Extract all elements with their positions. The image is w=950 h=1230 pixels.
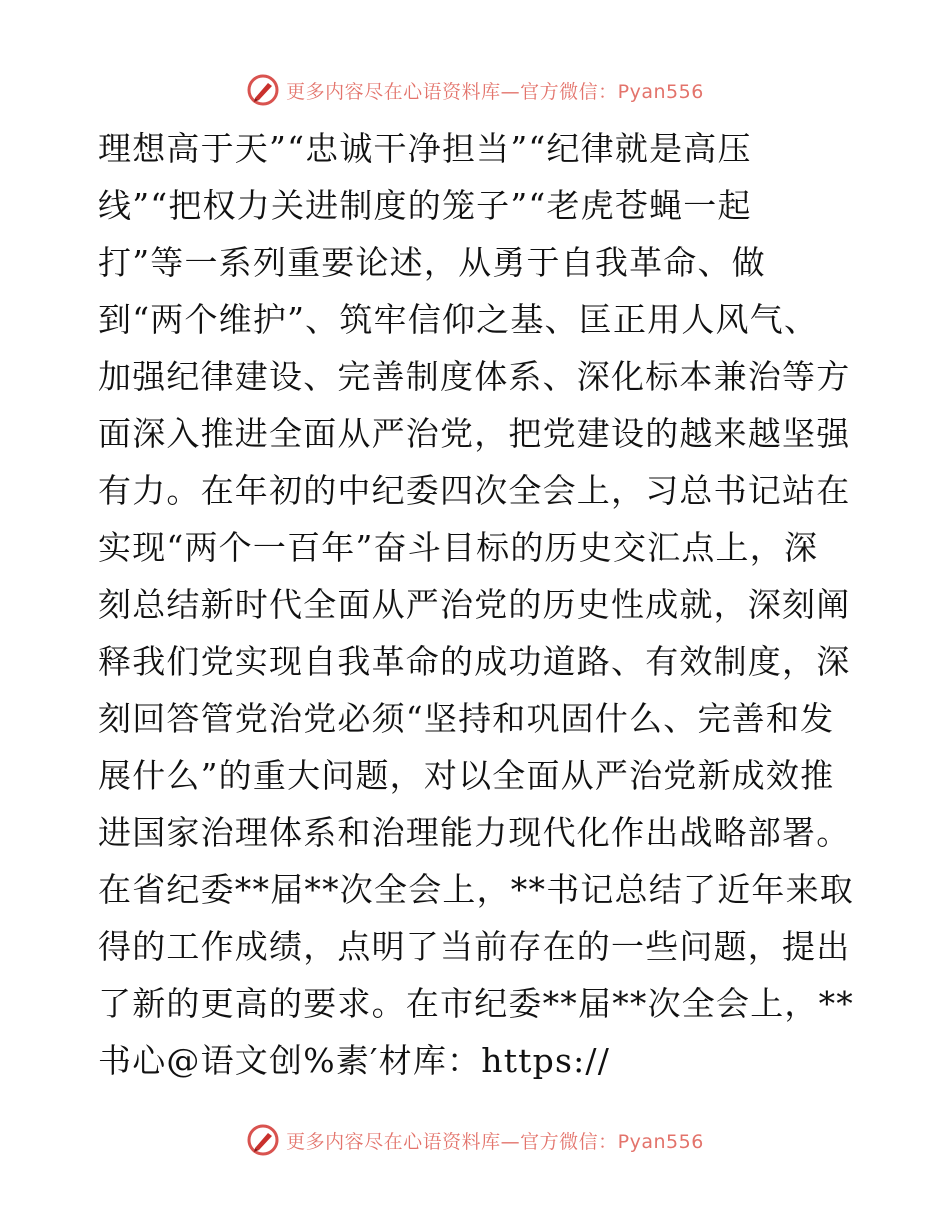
body-line: 得的工作成绩，点明了当前存在的一些问题，提出 [98, 927, 851, 966]
watermark-footer [0, 1120, 950, 1160]
watermark-text: 更多内容尽在心语资料库—官方微信：Pyan556 [286, 80, 704, 103]
body-line: 刻回答管党治党必须“坚持和巩固什么、完善和发 [98, 699, 835, 738]
body-line: 到“两个维护”、筑牢信仰之基、匡正用人风气、 [98, 300, 819, 339]
pen-logo-icon [246, 73, 280, 107]
body-line: 书心@语文创%素′材库：https:// [98, 1041, 611, 1080]
watermark-text: 更多内容尽在心语资料库—官方微信：Pyan556 [286, 1130, 704, 1153]
body-line: 展什么”的重大问题，对以全面从严治党新成效推 [98, 756, 835, 795]
document-body [98, 120, 858, 1089]
watermark-header [0, 70, 950, 110]
body-line: 实现“两个一百年”奋斗目标的历史交汇点上，深 [98, 528, 819, 567]
body-line: 在省纪委**届**次全会上，**书记总结了近年来取 [98, 870, 854, 909]
body-line: 加强纪律建设、完善制度体系、深化标本兼治等方 [98, 357, 851, 396]
body-line: 打”等一系列重要论述，从勇于自我革命、做 [98, 243, 766, 282]
body-line: 面深入推进全面从严治党，把党建设的越来越坚强 [98, 414, 851, 453]
body-line: 刻总结新时代全面从严治党的历史性成就，深刻阐 [98, 585, 851, 624]
body-line: 释我们党实现自我革命的成功道路、有效制度，深 [98, 642, 851, 681]
body-line: 进国家治理体系和治理能力现代化作出战略部署。 [98, 813, 851, 852]
pen-logo-icon [246, 1123, 280, 1157]
body-line: 理想高于天”“忠诚干净担当”“纪律就是高压 [98, 129, 752, 168]
body-line: 了新的更高的要求。在市纪委**届**次全会上，** [98, 984, 854, 1023]
body-line: 线”“把权力关进制度的笼子”“老虎苍蝇一起 [98, 186, 752, 225]
body-line: 有力。在年初的中纪委四次全会上，习总书记站在 [98, 471, 851, 510]
